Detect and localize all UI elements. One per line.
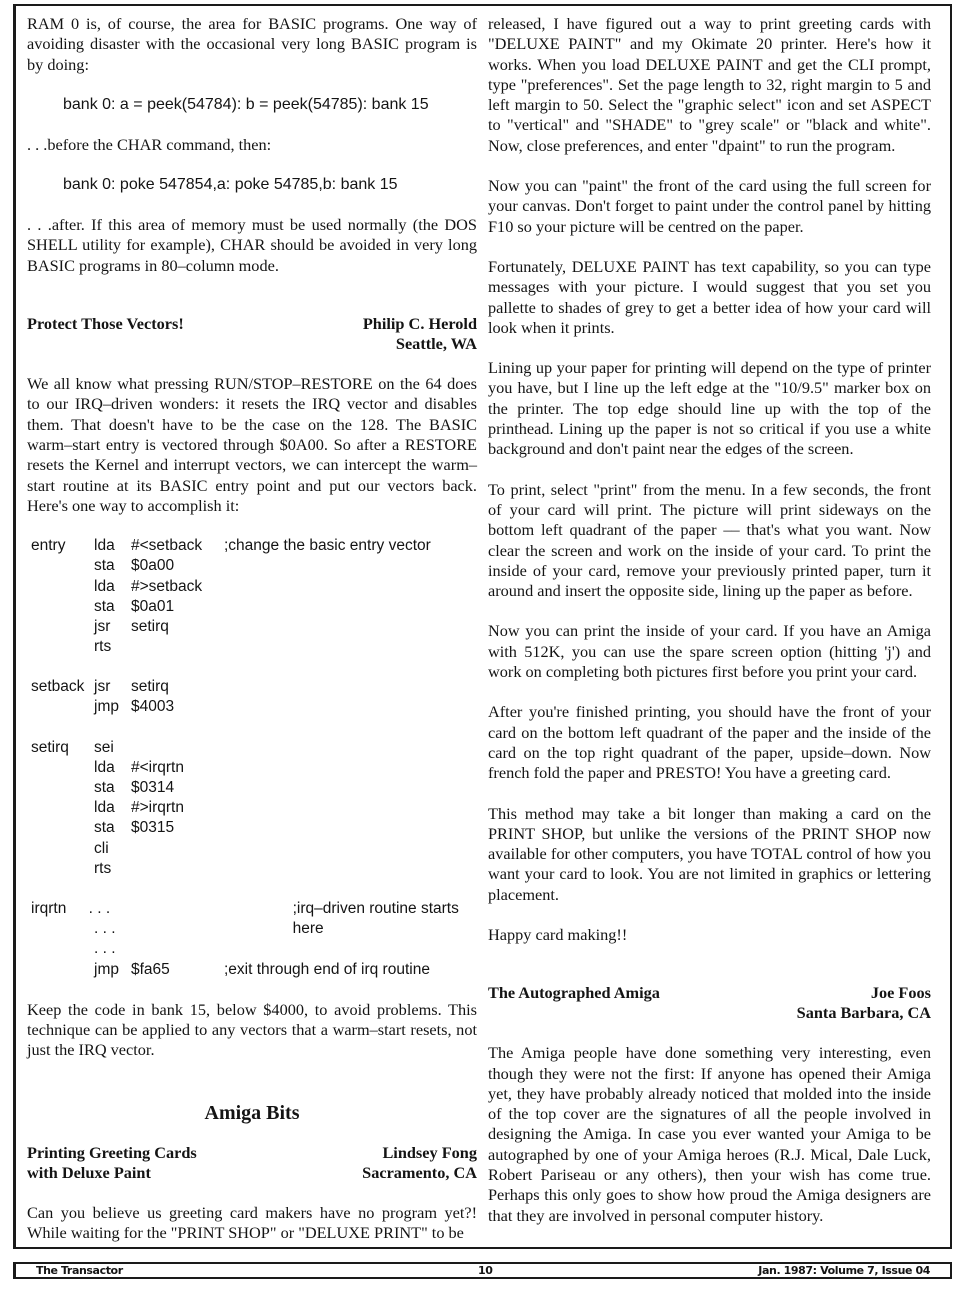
code-comment: ;irq–driven routine starts here [292, 899, 459, 938]
code-opcode: jmp [94, 698, 119, 716]
issue-info: Jan. 1987: Volume 7, Issue 04 [758, 1264, 930, 1277]
autographed-paragraph: The Amiga people have done something very interesting, even though they were not the first: If anyone has opened their Amiga yet, they have probably already noticed that molded into the inside of the top cover are the signatures of all the people involved in designing the Amiga. In case you ever wanted your Amiga to be autographed by one of your Amiga heroes (R.J. Mical, Dale Luck, Robert Pariseau or any others), then your wish has come true. Perhaps this only goes to show how proud the Amiga designers are that they are involved in personal computer history. [488, 1043, 931, 1225]
paragraph: Lining up your paper for printing will depend on the type of printer you have, but I line up the left edge at the "10/9.5" marker box on the printer. The top edge should line up with the top of the printhead. Lining up the paper is not so critical if you use a white background and don't paint near the edges of the screen. [488, 358, 931, 459]
code-label [31, 758, 94, 778]
code-label [31, 798, 94, 818]
code-row [31, 899, 477, 938]
code-comment: ;change the basic entry vector [224, 537, 431, 555]
code-opcode: sta [94, 557, 115, 575]
code-operand: $4003 [131, 698, 175, 716]
assembly-listing [31, 536, 477, 980]
code-label [31, 919, 94, 939]
code-operand [131, 919, 224, 939]
page-frame [13, 4, 952, 1249]
paragraph: Fortunately, DELUXE PAINT has text capability, so you can type messages with your picture. I would suggest that you set you pallette to shades of grey to get a better idea of how your card will look when it prints. [488, 256, 931, 337]
code-label: setback [31, 678, 85, 696]
code-label: irqrtn [31, 899, 67, 917]
after-paragraph: . . .after. If this area of memory must be used normally (the DOS SHELL utility for example), CHAR should be avoided in very long BASIC programs in 80–column mode. [27, 215, 477, 275]
intro-paragraph: RAM 0 is, of course, the area for BASIC programs. One way of avoiding disaster with the occasional very long BASIC program is by doing: [27, 14, 477, 74]
vectors-closing: Keep the code in bank 15, below $4000, to avoid problems. This technique can be applied to any vectors that a warm–start resets, not just the IRQ vector. [27, 999, 477, 1060]
code-row [31, 597, 477, 617]
code-operand [131, 939, 224, 959]
page-footer [13, 1262, 952, 1279]
code-label [31, 960, 94, 980]
code-opcode: sta [94, 779, 115, 797]
code-operand: $fa65 [131, 960, 170, 978]
paragraph: Now you can print the inside of your card. If you have an Amiga with 512K, you can use the spare screen option (hitting 'j') and work on completing both pictures first before you print your card. [488, 621, 931, 682]
code-spacer [31, 718, 477, 738]
code-label [31, 818, 94, 838]
code-row [31, 577, 477, 597]
code-opcode: jsr [94, 617, 111, 635]
code-spacer [31, 657, 477, 677]
publication-name: The Transactor [36, 1264, 123, 1277]
code-operand: #<irqrtn [131, 758, 184, 776]
paragraph: To print, select "print" from the menu. In a few seconds, the front of your card will print. The picture will print sideways on the bottom left quadrant of the paper –– that's what you want. Now clear the screen and work on the inside of your card. To print the inside of your card, remove your previously printed paper, turn it around and insert the opposite side, lining up the paper as before. [488, 479, 931, 601]
code-operand: $0315 [131, 819, 175, 837]
code-operand [131, 839, 224, 859]
code-label [31, 637, 94, 657]
code-label [31, 939, 94, 959]
vectors-paragraph: We all know what pressing RUN/STOP–RESTORE on the 64 does to our IRQ–driven wonders: it resets the IRQ vector and disables them. That doesn't have to be the case on the 128. The BASIC warm–start entry is vectored through $0A00. So after a RESTORE resets the Kernel and interrupt vectors, we can intercept the warm–start routine at its BASIC entry point and put our vectors back. Here's one way to accomplish it: [27, 374, 477, 515]
code-row [31, 798, 477, 818]
code-opcode: cli [94, 839, 109, 857]
paragraph: released, I have figured out a way to print greeting cards with "DELUXE PAINT" and my Okimate 20 printer. Here's how it works. When you load DELUXE PAINT and get the CLI prompt, type "preferences". Set the page length to 32, right margin to 5 and left margin to 50. Select the "graphic select" icon and set ASPECT to "vertical" and "SHADE" to "grey scale" or "black and white". Now, close preferences, and enter "dpaint" to run the program. [488, 14, 931, 155]
code-label: setirq [31, 738, 69, 756]
article-byline [797, 983, 931, 1023]
paragraph: Happy card making!! [488, 924, 628, 944]
left-column [27, 14, 477, 1263]
code-opcode: rts [94, 638, 112, 656]
code-row [31, 818, 477, 838]
code-row [31, 637, 477, 657]
code-operand: #>irqrtn [131, 799, 184, 817]
code-row [31, 617, 477, 637]
code-operand [131, 859, 224, 879]
code-row [31, 960, 477, 980]
code-operand: setirq [131, 678, 169, 696]
article-byline [363, 314, 477, 354]
article-title: Protect Those Vectors! [27, 314, 184, 334]
title-line: with Deluxe Paint [27, 1162, 151, 1182]
code-operand: setirq [131, 617, 169, 635]
code-label [31, 778, 94, 798]
code-label [31, 617, 94, 637]
code-row [31, 738, 477, 758]
code-label [31, 556, 94, 576]
article-title [27, 1143, 197, 1183]
right-column [488, 14, 931, 1246]
code-row [31, 919, 477, 939]
paragraph: Now you can "paint" the front of the card using the full screen for your canvas. Don't forget to paint under the control panel by hitting F10 so your picture will be centred on the paper. [488, 176, 931, 236]
article-title: The Autographed Amiga [488, 983, 660, 1003]
code-label [31, 577, 94, 597]
code-operand: $0a01 [131, 597, 175, 615]
code-label [31, 839, 94, 859]
code-opcode: sei [94, 738, 114, 756]
code-row [31, 778, 477, 798]
code-opcode: sta [94, 819, 115, 837]
code-row [31, 939, 477, 959]
code-operand [131, 738, 224, 758]
code-row [31, 859, 477, 879]
code-row [31, 697, 477, 717]
code-opcode: lda [94, 758, 115, 776]
code-comment: ;exit through end of irq routine [224, 960, 430, 978]
author-name: Philip C. Herold [362, 314, 477, 334]
code-row [31, 556, 477, 576]
code-line-peek: bank 0: a = peek(54784): b = peek(54785): bank 15 [63, 95, 429, 113]
paragraph: After you're finished printing, you should have the front of your card on the bottom left quadrant of the paper and the inside of the card on the top right quadrant of the paper, upside–down. Now french fold the paper and PRESTO! You have a greeting card. [488, 702, 931, 783]
code-label [31, 697, 94, 717]
article-heading-greeting-cards [27, 1143, 477, 1183]
code-label [31, 859, 94, 879]
author-name: Lindsey Fong [382, 1142, 477, 1162]
code-operand: $0a00 [131, 557, 175, 575]
code-opcode: lda [94, 577, 115, 595]
article-heading-vectors [27, 314, 477, 354]
author-location: Sacramento, CA [362, 1162, 477, 1182]
page-number: 10 [478, 1264, 493, 1277]
code-opcode: . . . [88, 899, 111, 917]
code-label: entry [31, 537, 66, 555]
greeting-cards-paragraph: Can you believe us greeting card makers have no program yet?! While waiting for the "PRINT SHOP" or "DELUXE PRINT" to be [27, 1202, 477, 1242]
code-operand [208, 899, 293, 919]
author-location: Seattle, WA [395, 334, 477, 354]
code-operand: #<setback [131, 537, 203, 555]
code-operand [131, 637, 224, 657]
title-line: Printing Greeting Cards [27, 1142, 197, 1162]
section-title: Amiga Bits [204, 1101, 300, 1124]
code-opcode: lda [94, 537, 115, 555]
code-opcode: . . . [94, 940, 116, 958]
code-row [31, 839, 477, 859]
code-opcode: . . . [94, 920, 116, 938]
article-heading-autographed [488, 983, 931, 1023]
code-opcode: jsr [94, 678, 111, 696]
code-opcode: rts [94, 859, 112, 877]
code-opcode: lda [94, 799, 115, 817]
code-spacer [31, 879, 477, 899]
code-line-poke: bank 0: poke 547854,a: poke 54785,b: bank 15 [63, 176, 398, 194]
code-opcode: sta [94, 597, 115, 615]
article-byline [362, 1143, 477, 1183]
code-row [31, 536, 477, 556]
author-name: Joe Foos [870, 983, 931, 1003]
code-operand: #>setback [131, 577, 203, 595]
code-row [31, 758, 477, 778]
code-row [31, 677, 477, 697]
paragraph: This method may take a bit longer than making a card on the PRINT SHOP, but unlike the versions of the PRINT SHOP now available for other computers, you have TOTAL control of how you want your card to look. You are not limited in graphics or lettering placement. [488, 803, 931, 904]
code-operand: $0314 [131, 779, 175, 797]
author-location: Santa Barbara, CA [796, 1003, 931, 1023]
mid-text: . . .before the CHAR command, then: [27, 134, 272, 154]
code-label [31, 597, 94, 617]
code-opcode: jmp [94, 960, 119, 978]
